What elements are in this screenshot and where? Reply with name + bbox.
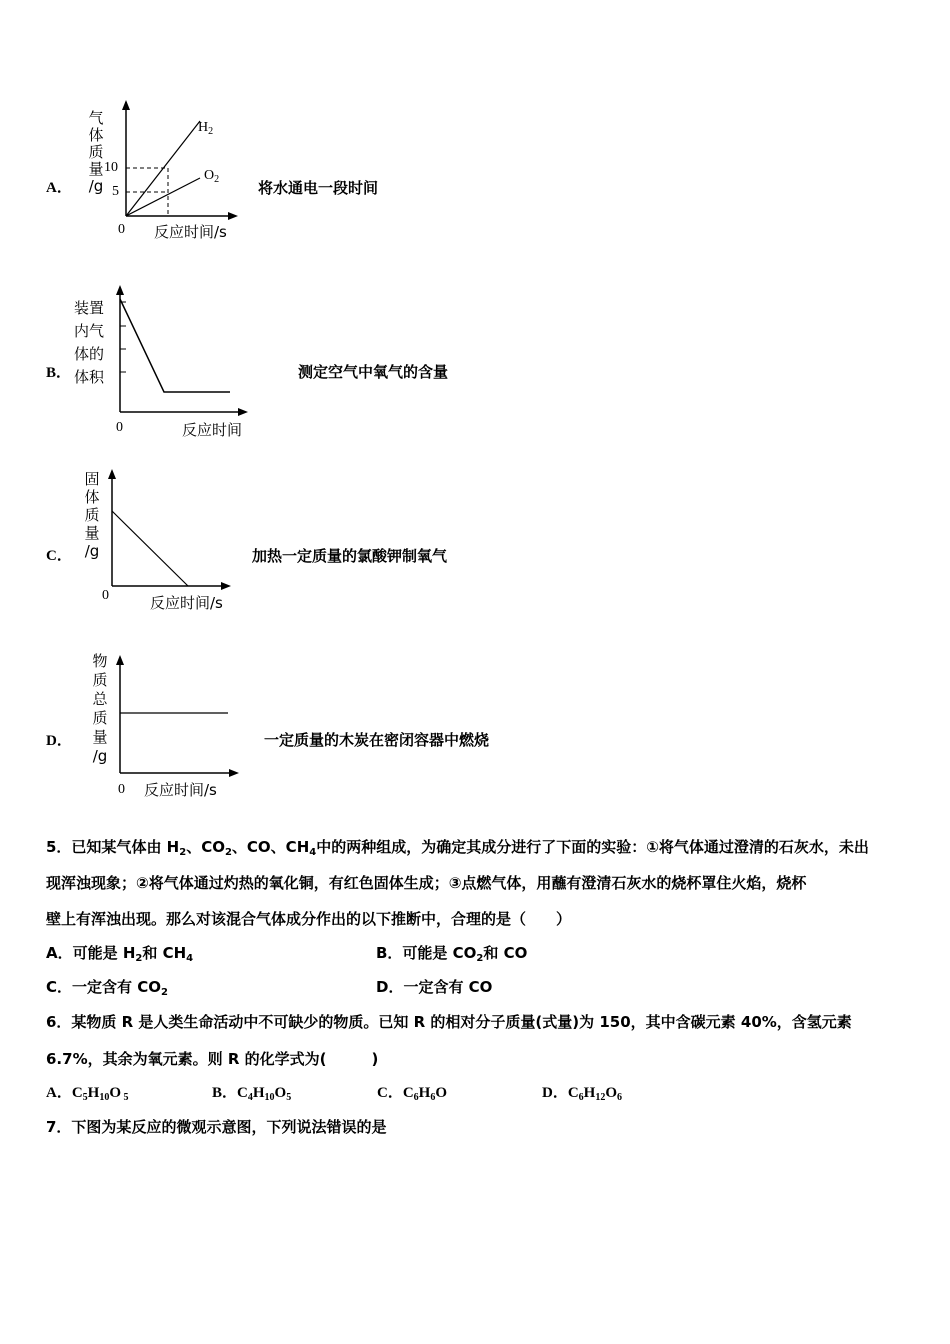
graph-a-description: 将水通电一段时间 <box>258 179 379 197</box>
x-axis-arrow <box>229 769 239 777</box>
x-axis-arrow <box>221 582 231 590</box>
option-letter-a: A． <box>46 180 72 196</box>
ylabel-char: /g <box>88 177 104 195</box>
series-line-o2 <box>126 178 200 216</box>
q5-option-b[interactable]: B．可能是 $CO_2$和 CO <box>376 944 528 964</box>
graph-d-plot <box>108 652 248 780</box>
tick-label-10: 10 <box>104 160 118 175</box>
q5-option-c[interactable]: C．一定含有 $CO_2$ <box>46 978 168 998</box>
ylabel-char: 物 <box>92 652 108 670</box>
ylabel-char: 量 <box>88 160 104 178</box>
x-axis-arrow <box>228 212 238 220</box>
q6-option-c[interactable]: C．$C_6H_6O$ <box>377 1085 448 1103</box>
origin-label: 0 <box>118 222 125 237</box>
ylabel-char: 质 <box>92 671 108 689</box>
series-label-o2: $O_2$ <box>204 168 220 185</box>
origin-label: 0 <box>118 782 125 797</box>
q5-line-3: 壁上有浑浊出现。那么对该混合气体成分作出的以下推断中，合理的是（ ） <box>46 910 572 928</box>
option-letter-b: B． <box>46 365 72 381</box>
x-axis-arrow <box>238 408 248 416</box>
ylabel-char: 体 <box>88 126 104 144</box>
q7-line-1: 7．下图为某反应的微观示意图，下列说法错误的是 <box>46 1118 387 1136</box>
option-letter-c: C． <box>46 548 72 564</box>
ylabel-char: 体 <box>84 488 100 506</box>
ylabel-char: /g <box>84 542 100 560</box>
graph-b-plot <box>100 282 255 417</box>
ylabel-line: 装置 <box>74 299 105 317</box>
graph-d-ylabel <box>90 652 110 766</box>
ylabel-char: 质 <box>92 709 108 727</box>
origin-label: 0 <box>116 420 123 435</box>
volume-curve <box>120 299 230 392</box>
x-axis-label: 反应时间/s <box>144 781 217 799</box>
series-label-h2: $H_2$ <box>198 120 214 137</box>
q6-line-1: 6．某物质 R 是人类生命活动中不可缺少的物质。已知 R 的相对分子质量(式量)为 150，其中含碳元素 40%，含氢元素 <box>46 1013 852 1031</box>
graph-b-description: 测定空气中氧气的含量 <box>298 363 449 381</box>
y-axis-arrow <box>116 655 124 665</box>
ylabel-char: 质 <box>84 506 100 524</box>
ylabel-line: 内气 <box>74 322 105 340</box>
ylabel-char: /g <box>92 747 108 765</box>
q6-option-a[interactable]: A．$C_5H_{10}O$ $_5$ <box>46 1085 129 1103</box>
q5-line-1: 5．已知某气体由 $H_2$、$CO_2$、CO、$CH_4$中的两种组成，为确定其成分进行了下面的实验：①将气体通过澄清的石灰水，未出 <box>46 838 869 858</box>
x-axis-label: 反应时间 <box>182 421 243 439</box>
graph-c-description: 加热一定质量的氯酸钾制氧气 <box>252 547 448 565</box>
ylabel-line: 体的 <box>74 345 105 363</box>
graph-c-plot <box>100 466 240 591</box>
ylabel-char: 固 <box>84 470 100 488</box>
q6-line-2: 6.7%，其余为氧元素。则 R 的化学式为( ) <box>46 1050 379 1068</box>
graph-c-ylabel <box>82 470 102 560</box>
mass-curve <box>112 511 188 586</box>
x-axis-label: 反应时间/s <box>154 223 227 241</box>
option-letter-d: D． <box>46 733 72 749</box>
ylabel-char: 质 <box>88 143 104 161</box>
x-axis-label: 反应时间/s <box>150 594 223 612</box>
tick-label-5: 5 <box>112 184 119 199</box>
ylabel-line: 体积 <box>74 368 105 386</box>
y-axis-arrow <box>116 285 124 295</box>
q6-option-b[interactable]: B．$C_4H_{10}O_5$ <box>212 1085 292 1103</box>
y-axis-arrow <box>122 100 130 110</box>
q6-option-d[interactable]: D．$C_6H_{12}O_6$ <box>542 1085 623 1103</box>
graph-a-plot <box>100 98 245 223</box>
ylabel-char: 量 <box>92 728 108 746</box>
ylabel-char: 气 <box>88 109 104 127</box>
origin-label: 0 <box>102 588 109 603</box>
ylabel-char: 量 <box>84 524 100 542</box>
graph-d-description: 一定质量的木炭在密闭容器中燃烧 <box>264 731 490 749</box>
q5-option-a[interactable]: A．可能是 $H_2$和 $CH_4$ <box>46 944 194 964</box>
q5-line-2: 现浑浊现象；②将气体通过灼热的氧化铜，有红色固体生成；③点燃气体，用蘸有澄清石灰水的烧杯罩住火焰，烧杯 <box>46 874 807 892</box>
ylabel-char: 总 <box>92 690 108 708</box>
y-axis-arrow <box>108 469 116 479</box>
q5-option-d[interactable]: D．一定含有 CO <box>376 978 493 996</box>
